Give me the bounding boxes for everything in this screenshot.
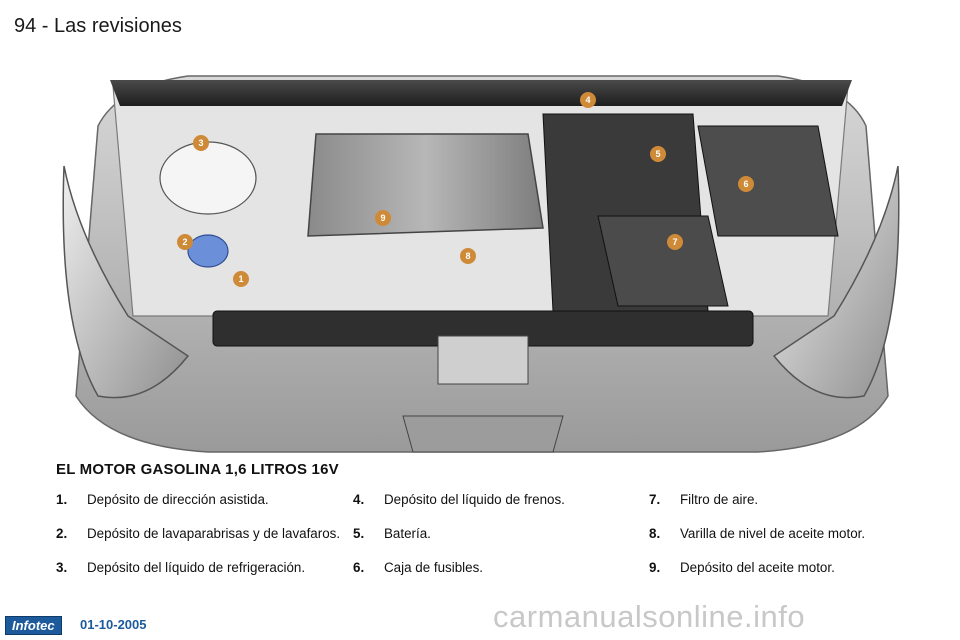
legend-column-3 — [649, 490, 939, 576]
marker-2 — [177, 234, 193, 250]
legend-item-8 — [649, 526, 939, 542]
svg-text:3: 3 — [198, 138, 204, 148]
legend-item-4 — [353, 492, 643, 508]
infotec-logo: Infotec — [5, 616, 62, 635]
legend-number: 8. — [649, 526, 661, 541]
legend-text: Caja de fusibles. — [384, 560, 483, 575]
legend-number: 6. — [353, 560, 365, 575]
marker-1 — [233, 271, 249, 287]
legend-item-9 — [649, 560, 939, 576]
svg-text:8: 8 — [465, 251, 471, 261]
watermark: carmanualsonline.info — [493, 599, 806, 634]
legend-item-1 — [56, 492, 346, 508]
legend-item-3 — [56, 560, 346, 576]
legend-item-7 — [649, 492, 939, 508]
legend-item-5 — [353, 526, 643, 542]
legend-text: Depósito del aceite motor. — [680, 560, 835, 575]
legend-text: Batería. — [384, 526, 431, 541]
legend-text: Depósito de lavaparabrisas y de lavafaros. — [87, 526, 341, 541]
legend-item-2 — [56, 526, 346, 542]
marker-8 — [460, 248, 476, 264]
legend-text: Filtro de aire. — [680, 492, 759, 507]
legend-number: 5. — [353, 526, 365, 541]
legend-column-1 — [56, 490, 346, 576]
svg-text:9: 9 — [380, 213, 386, 223]
legend-text: Depósito del líquido de frenos. — [384, 492, 565, 507]
engine-bay-illustration — [58, 66, 904, 454]
svg-text:7: 7 — [672, 237, 678, 247]
page-title: 94 - Las revisiones — [14, 15, 182, 37]
footer-date: 01-10-2005 — [80, 617, 147, 632]
legend-number: 9. — [649, 560, 661, 575]
marker-6 — [738, 176, 754, 192]
svg-text:2: 2 — [182, 237, 188, 247]
svg-text:4: 4 — [585, 95, 591, 105]
svg-text:5: 5 — [655, 149, 661, 159]
marker-5 — [650, 146, 666, 162]
legend-text: Depósito del líquido de refrigeración. — [87, 560, 306, 575]
legend-number: 3. — [56, 560, 68, 575]
marker-4 — [580, 92, 596, 108]
legend-text: Depósito de dirección asistida. — [87, 492, 269, 507]
svg-text:6: 6 — [743, 179, 749, 189]
legend-number: 1. — [56, 492, 68, 507]
legend-item-6 — [353, 560, 643, 576]
legend-number: 2. — [56, 526, 68, 541]
section-title: EL MOTOR GASOLINA 1,6 LITROS 16V — [56, 461, 339, 478]
marker-7 — [667, 234, 683, 250]
marker-9 — [375, 210, 391, 226]
legend-column-2 — [353, 490, 643, 576]
svg-text:1: 1 — [238, 274, 244, 284]
legend-number: 4. — [353, 492, 365, 507]
legend-text: Varilla de nivel de aceite motor. — [680, 526, 866, 541]
legend-number: 7. — [649, 492, 661, 507]
marker-3 — [193, 135, 209, 151]
